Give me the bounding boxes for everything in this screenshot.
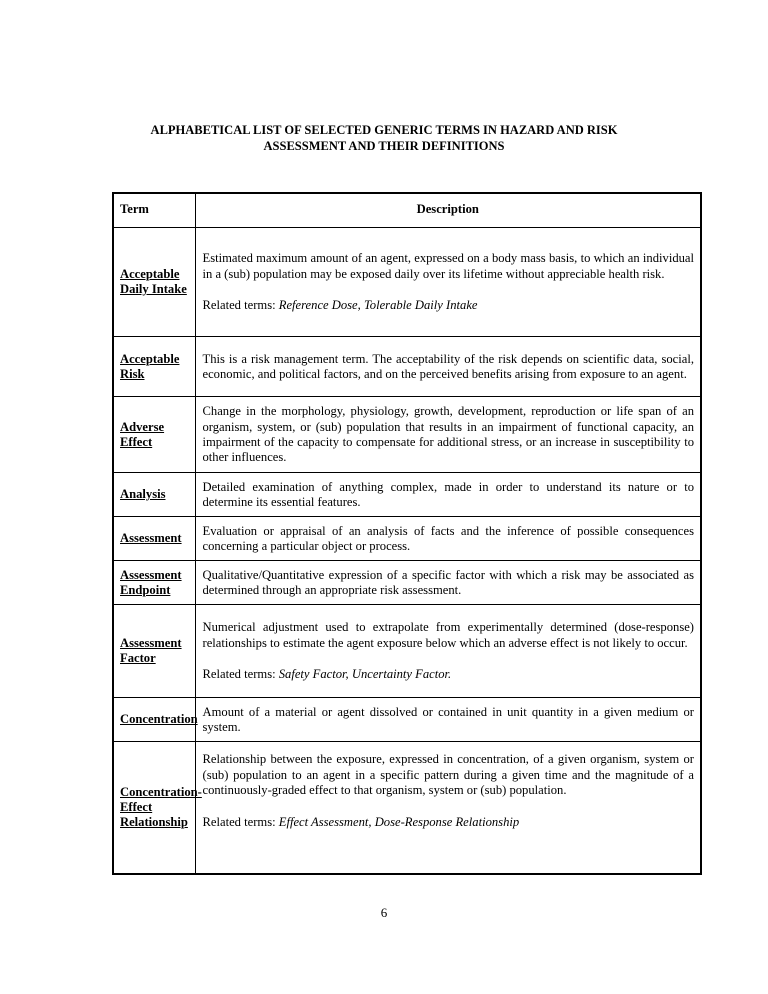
table-row [113,698,701,742]
description-cell [195,605,701,698]
description-column-header: Description [195,193,701,228]
table-row [113,397,701,473]
table-row [113,517,701,561]
definition-text: Amount of a material or agent dissolved or contained in unit quantity in a given medium or system. [202,704,694,734]
table-row [113,742,701,874]
description-cell [195,561,701,605]
term-cell: Acceptable Daily Intake [113,228,195,337]
related-terms-label: Related terms: [202,667,279,682]
related-terms-label: Related terms: [202,814,279,829]
related-terms-list: Effect Assessment, Dose-Response Relationship [278,814,520,829]
definition-text: Qualitative/Quantitative expression of a specific factor with which a risk may be associated as determined through an appropriate risk assessment. [202,567,694,597]
term-cell: Concentration [113,698,195,742]
definition-text: Estimated maximum amount of an agent, expressed on a body mass basis, to which an individual in a (sub) population may be exposed daily over its lifetime without appreciable health risk. [202,251,694,281]
related-terms [203,667,695,682]
table-row [113,337,701,397]
term-cell: Concentration-Effect Relationship [113,742,195,874]
description-cell [195,337,701,397]
description-cell [195,742,701,874]
definition-text: Detailed examination of anything complex, made in order to understand its nature or to determine its essential features. [202,479,694,509]
description-cell [195,698,701,742]
page-number: 6 [380,905,388,920]
related-terms-list: Reference Dose, Tolerable Daily Intake [278,298,478,313]
term-cell: Adverse Effect [113,397,195,473]
description-cell [195,473,701,517]
table-header-row [113,193,701,228]
related-terms-list: Safety Factor, Uncertainty Factor. [278,667,452,682]
terms-table [112,192,702,875]
definition-text: Evaluation or appraisal of an analysis of facts and the inference of possible consequences concerning a particular object or process. [202,523,694,553]
page-title-line-1: ALPHABETICAL LIST OF SELECTED GENERIC TERMS IN HAZARD AND RISK [150,123,618,137]
description-cell [195,228,701,337]
definition-text: Numerical adjustment used to extrapolate from experimentally determined (dose-response) relationships to estimate the agent exposure below which an adverse effect is not likely to occur. [202,620,694,650]
term-cell: Analysis [113,473,195,517]
term-cell: Assessment [113,517,195,561]
table-row [113,473,701,517]
page-title [60,122,708,154]
description-cell [195,517,701,561]
table-row [113,228,701,337]
page-title-line-2: ASSESSMENT AND THEIR DEFINITIONS [263,139,505,153]
description-cell [195,397,701,473]
related-terms-label: Related terms: [202,298,279,313]
term-cell: Assessment Factor [113,605,195,698]
definition-text: This is a risk management term. The acceptability of the risk depends on scientific data, social, economic, and political factors, and on the perceived benefits arising from exposure to an agent. [202,351,694,381]
related-terms [203,815,695,830]
definition-text: Change in the morphology, physiology, growth, development, reproduction or life span of an organism, system, or (sub) population that results in an impairment of functional capacity, an impairment of the capacity to compensate for additional stress, or an increase in susceptibility to other influences. [202,404,694,465]
term-cell: Assessment Endpoint [113,561,195,605]
table-row [113,605,701,698]
term-cell: Acceptable Risk [113,337,195,397]
table-row [113,561,701,605]
related-terms [203,298,695,313]
term-column-header: Term [113,193,195,228]
definition-text: Relationship between the exposure, expressed in concentration, of a given organism, system or (sub) population to an agent in a specific pattern during a given time and the magnitude of a continuously-graded effect to that organism, system or (sub) population. [202,752,694,798]
